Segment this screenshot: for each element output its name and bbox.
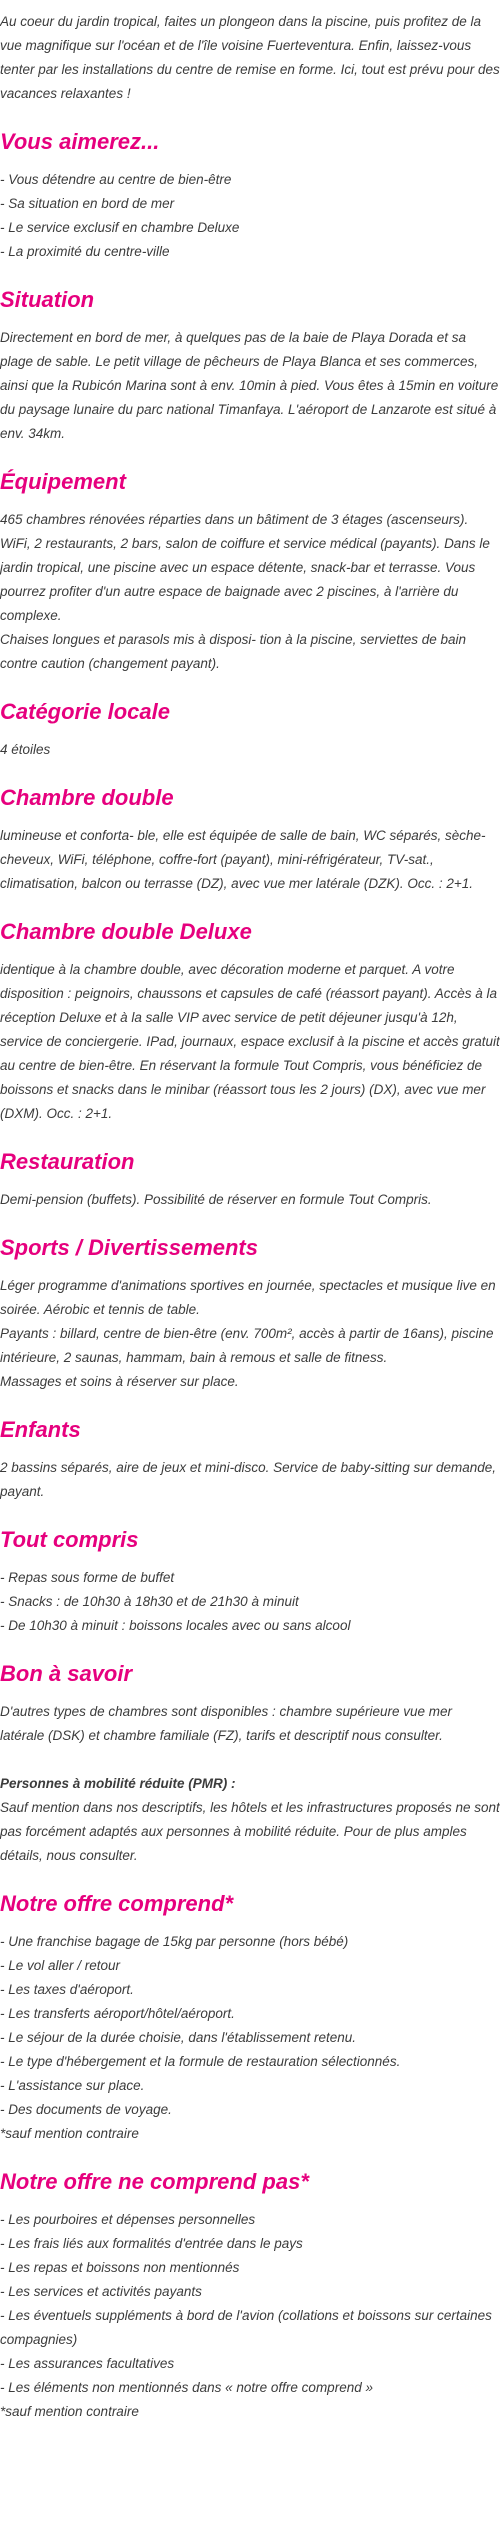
list-item: - Snacks : de 10h30 à 18h30 et de 21h30 à minuit (0, 1594, 299, 1609)
footnote: *sauf mention contraire (0, 2126, 139, 2141)
pmr-text: Sauf mention dans nos descriptifs, les hôtels et les infrastructures proposés ne sont pas forcément adaptés aux personnes à mobilité réduite. Pour de plus amples détails, nous consulter. (0, 1800, 500, 1863)
list-item: - Sa situation en bord de mer (0, 196, 175, 211)
list-item: - Les frais liés aux formalités d'entrée dans le pays (0, 2236, 303, 2251)
section-title-tout-compris: Tout compris (0, 1527, 139, 1552)
section-offre-ne-comprend (0, 2168, 500, 2424)
bon-a-savoir-text: D'autres types de chambres sont disponibles : chambre supérieure vue mer latérale (DSK) et chambre familiale (FZ), tarifs et descriptif nous consulter. (0, 1704, 453, 1743)
section-title-bon-a-savoir: Bon à savoir (0, 1661, 133, 1686)
categorie-text: 4 étoiles (0, 742, 51, 757)
section-title-equipement: Équipement (0, 469, 126, 494)
section-title-chambre-double: Chambre double (0, 785, 174, 810)
section-title-sports: Sports / Divertissements (0, 1235, 258, 1260)
equipement-text: 465 chambres rénovées réparties dans un bâtiment de 3 étages (ascenseurs). WiFi, 2 restaurants, 2 bars, salon de coiffure et service médical (payants). Dans le jardin tropical, une piscine avec un espace détente, snack-bar et terrasse. Vous pourrez profiter d'un autre espace de baignade avec 2 piscines, à l'arrière du complexe. (0, 512, 490, 623)
section-title-offre-ne-comprend: Notre offre ne comprend pas* (0, 2169, 309, 2194)
vous-aimerez-list (0, 168, 500, 264)
section-chambre-double (0, 784, 500, 896)
section-title-categorie: Catégorie locale (0, 699, 170, 724)
chambre-double-text: lumineuse et conforta- ble, elle est équipée de salle de bain, WC séparés, sèche-cheveux, WiFi, téléphone, coffre-fort (payant), mini-réfrigérateur, TV-sat., climatisation, balcon ou terrasse (DZ), avec vue mer latérale (DZK). Occ. : 2+1. (0, 828, 486, 891)
list-item: - Une franchise bagage de 15kg par personne (hors bébé) (0, 1934, 349, 1949)
section-enfants (0, 1416, 500, 1504)
section-title-chambre-deluxe: Chambre double Deluxe (0, 919, 252, 944)
list-item: - Le type d'hébergement et la formule de restauration sélectionnés. (0, 2054, 401, 2069)
pmr-title: Personnes à mobilité réduite (PMR) : (0, 1776, 236, 1791)
list-item: - Les transferts aéroport/hôtel/aéroport. (0, 2006, 235, 2021)
section-situation (0, 286, 500, 446)
enfants-text: 2 bassins séparés, aire de jeux et mini-disco. Service de baby-sitting sur demande, payant. (0, 1460, 496, 1499)
offre-ne-comprend-list (0, 2208, 500, 2424)
list-item: - Les services et activités payants (0, 2284, 202, 2299)
list-item: - Le service exclusif en chambre Deluxe (0, 220, 240, 235)
footnote: *sauf mention contraire (0, 2404, 139, 2419)
list-item: - Repas sous forme de buffet (0, 1570, 175, 1585)
section-title-enfants: Enfants (0, 1417, 81, 1442)
sports-text: Léger programme d'animations sportives en journée, spectacles et musique live en soirée. Aérobic et tennis de table. (0, 1278, 496, 1317)
list-item: - Des documents de voyage. (0, 2102, 172, 2117)
list-item: - Le séjour de la durée choisie, dans l'établissement retenu. (0, 2030, 357, 2045)
section-title-situation: Situation (0, 287, 95, 312)
section-offre-comprend (0, 1890, 500, 2146)
list-item: - La proximité du centre-ville (0, 244, 170, 259)
list-item: - Vous détendre au centre de bien-être (0, 172, 232, 187)
section-title-restauration: Restauration (0, 1149, 135, 1174)
section-title-vous-aimerez: Vous aimerez... (0, 129, 160, 154)
tout-compris-list (0, 1566, 500, 1638)
restauration-text: Demi-pension (buffets). Possibilité de réserver en formule Tout Compris. (0, 1192, 432, 1207)
section-title-offre-comprend: Notre offre comprend* (0, 1891, 234, 1916)
section-tout-compris (0, 1526, 500, 1638)
sports-text-2: Payants : billard, centre de bien-être (env. 700m², accès à partir de 16ans), piscine intérieure, 2 saunas, hammam, bain à remous et salle de fitness. (0, 1326, 494, 1365)
list-item: - L'assistance sur place. (0, 2078, 145, 2093)
section-categorie (0, 698, 500, 762)
list-item: - De 10h30 à minuit : boissons locales avec ou sans alcool (0, 1618, 351, 1633)
list-item: - Le vol aller / retour (0, 1958, 121, 1973)
sports-text-3: Massages et soins à réserver sur place. (0, 1374, 239, 1389)
list-item: - Les assurances facultatives (0, 2356, 175, 2371)
section-equipement (0, 468, 500, 676)
section-vous-aimerez (0, 128, 500, 264)
section-sports (0, 1234, 500, 1394)
list-item: - Les taxes d'aéroport. (0, 1982, 134, 1997)
list-item: - Les éventuels suppléments à bord de l'avion (collations et boissons sur certaines compagnies) (0, 2308, 492, 2347)
offre-comprend-list (0, 1930, 500, 2146)
list-item: - Les éléments non mentionnés dans « notre offre comprend » (0, 2380, 373, 2395)
section-bon-a-savoir (0, 1660, 500, 1868)
intro-text: Au coeur du jardin tropical, faites un plongeon dans la piscine, puis profitez de la vue magnifique sur l'océan et de l'île voisine Fuerteventura. Enfin, laissez-vous tenter par les installations du centre de remise en forme. Ici, tout est prévu pour des vacances relaxantes ! (0, 14, 500, 101)
list-item: - Les pourboires et dépenses personnelles (0, 2212, 256, 2227)
situation-text: Directement en bord de mer, à quelques pas de la baie de Playa Dorada et sa plage de sable. Le petit village de pêcheurs de Playa Blanca et ses commerces, ainsi que la Rubicón Marina sont à env. 10min à pied. Vous êtes à 15min en voiture du paysage lunaire du parc national Timanfaya. L'aéroport de Lanzarote est situé à env. 34km. (0, 330, 499, 441)
section-chambre-deluxe (0, 918, 500, 1126)
chambre-deluxe-text: identique à la chambre double, avec décoration moderne et parquet. A votre disposition : peignoirs, chaussons et capsules de café (réassort payant). Accès à la réception Deluxe et à la salle VIP avec service de petit déjeuner jusqu'à 12h, service de conciergerie. IPad, journaux, espace exclusif à la piscine et accès gratuit au centre de bien-être. En réservant la formule Tout Compris, vous bénéficiez de boissons et snacks dans le minibar (réassort tous les 2 jours) (DX), avec vue mer (DXM). Occ. : 2+1. (0, 962, 500, 1121)
section-restauration (0, 1148, 500, 1212)
list-item: - Les repas et boissons non mentionnés (0, 2260, 240, 2275)
equipement-text-2: Chaises longues et parasols mis à disposi- tion à la piscine, serviettes de bain contre caution (changement payant). (0, 632, 466, 671)
spacer (0, 1748, 500, 1772)
